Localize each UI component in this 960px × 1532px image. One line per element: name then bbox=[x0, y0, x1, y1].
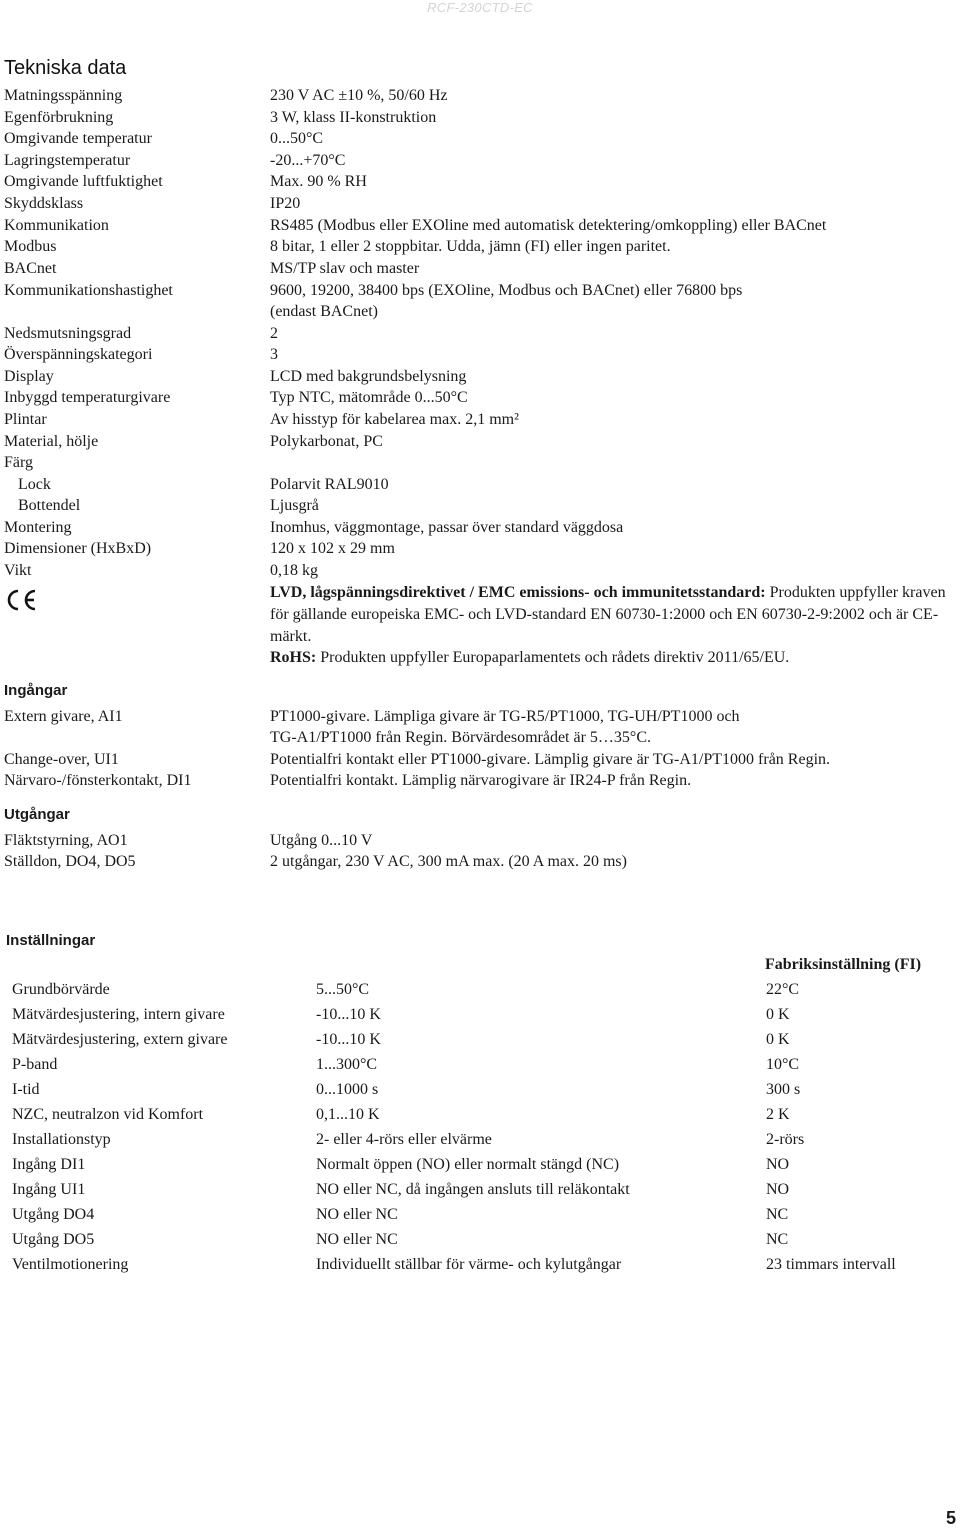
tech-value: Ljusgrå bbox=[270, 497, 319, 514]
tech-label: Modbus bbox=[4, 238, 57, 255]
tech-value: 2 bbox=[270, 325, 278, 342]
tech-label: Lock bbox=[18, 476, 51, 493]
setting-name: P-band bbox=[12, 1056, 58, 1073]
input-value: Potentialfri kontakt eller PT1000-givare. Lämplig givare är TG-A1/PT1000 från Regin. bbox=[270, 751, 831, 768]
output-value: 2 utgångar, 230 V AC, 300 mA max. (20 A max. 20 ms) bbox=[270, 853, 627, 870]
tech-value: 230 V AC ±10 %, 50/60 Hz bbox=[270, 87, 448, 104]
setting-range: 0...1000 s bbox=[316, 1081, 379, 1098]
setting-factory: 2-rörs bbox=[766, 1131, 805, 1148]
setting-factory: NO bbox=[766, 1156, 790, 1173]
setting-name: Mätvärdesjustering, intern givare bbox=[12, 1006, 225, 1023]
tech-label: Egenförbrukning bbox=[4, 109, 114, 126]
document-code: RCF-230CTD-EC bbox=[427, 0, 533, 15]
tech-value: Typ NTC, mätområde 0...50°C bbox=[270, 389, 468, 406]
tech-value: MS/TP slav och master bbox=[270, 260, 420, 277]
tech-label: Nedsmutsningsgrad bbox=[4, 325, 132, 342]
setting-range: Individuellt ställbar för värme- och kylutgångar bbox=[316, 1256, 622, 1273]
tech-value: 3 W, klass II-konstruktion bbox=[270, 109, 437, 126]
outputs-title: Utgångar bbox=[4, 806, 70, 823]
setting-factory: NC bbox=[766, 1231, 789, 1248]
tech-value: Max. 90 % RH bbox=[270, 173, 367, 190]
tech-label: Montering bbox=[4, 519, 72, 536]
ce-compliance-text bbox=[270, 582, 950, 648]
tech-label: Bottendel bbox=[18, 497, 81, 514]
tech-value: -20...+70°C bbox=[270, 152, 346, 169]
tech-value: 0,18 kg bbox=[270, 562, 318, 579]
setting-name: Installationstyp bbox=[12, 1131, 111, 1148]
setting-factory: NO bbox=[766, 1181, 790, 1198]
rohs-text bbox=[270, 647, 789, 669]
tech-value: 9600, 19200, 38400 bps (EXOline, Modbus och BACnet) eller 76800 bps bbox=[270, 282, 743, 299]
factory-setting-header: Fabriksinställning (FI) bbox=[765, 956, 922, 973]
tech-label: Display bbox=[4, 368, 54, 385]
tech-value: 0...50°C bbox=[270, 130, 324, 147]
tech-label: Överspänningskategori bbox=[4, 346, 153, 363]
setting-name: NZC, neutralzon vid Komfort bbox=[12, 1106, 204, 1123]
tech-label: Matningsspänning bbox=[4, 87, 123, 104]
tech-label: Lagringstemperatur bbox=[4, 152, 131, 169]
setting-name: I-tid bbox=[12, 1081, 40, 1098]
tech-value: Av hisstyp för kabelarea max. 2,1 mm² bbox=[270, 411, 519, 428]
setting-factory: NC bbox=[766, 1206, 789, 1223]
setting-name: Ingång UI1 bbox=[12, 1181, 86, 1198]
output-label: Ställdon, DO4, DO5 bbox=[4, 853, 136, 870]
setting-factory: 0 K bbox=[766, 1006, 790, 1023]
tech-value: 8 bitar, 1 eller 2 stoppbitar. Udda, jämn (FI) eller ingen paritet. bbox=[270, 238, 671, 255]
input-value: TG-A1/PT1000 från Regin. Börvärdesområdet är 5…35°C. bbox=[270, 729, 651, 746]
tech-label: Material, hölje bbox=[4, 433, 99, 450]
tech-value: Inomhus, väggmontage, passar över standard väggdosa bbox=[270, 519, 624, 536]
tech-value: Polykarbonat, PC bbox=[270, 433, 383, 450]
tech-value: RS485 (Modbus eller EXOline med automatisk detektering/omkoppling) eller BACnet bbox=[270, 217, 827, 234]
setting-range: -10...10 K bbox=[316, 1031, 381, 1048]
output-label: Fläktstyrning, AO1 bbox=[4, 832, 128, 849]
tech-label: Plintar bbox=[4, 411, 47, 428]
tech-value: IP20 bbox=[270, 195, 301, 212]
setting-name: Utgång DO4 bbox=[12, 1206, 95, 1223]
tech-label: Inbyggd temperaturgivare bbox=[4, 389, 171, 406]
setting-factory: 10°C bbox=[766, 1056, 800, 1073]
setting-range: 0,1...10 K bbox=[316, 1106, 380, 1123]
settings-title: Inställningar bbox=[6, 932, 96, 949]
tech-label: Vikt bbox=[4, 562, 32, 579]
tech-label: Dimensioner (HxBxD) bbox=[4, 540, 152, 557]
setting-range: -10...10 K bbox=[316, 1006, 381, 1023]
lvd-body: Produkten uppfyller kraven för gällande europeiska EMC- och LVD-standard EN 60730-1:2000 och EN 60730-2-9:2002 och är CE-märkt. bbox=[270, 584, 946, 645]
tech-value: (endast BACnet) bbox=[270, 303, 378, 320]
tech-value: Polarvit RAL9010 bbox=[270, 476, 389, 493]
setting-name: Ingång DI1 bbox=[12, 1156, 86, 1173]
setting-range: 5...50°C bbox=[316, 981, 370, 998]
page-number: 5 bbox=[945, 1508, 956, 1528]
setting-factory: 0 K bbox=[766, 1031, 790, 1048]
input-value: PT1000-givare. Lämpliga givare är TG-R5/PT1000, TG-UH/PT1000 och bbox=[270, 708, 740, 725]
setting-range: NO eller NC bbox=[316, 1206, 398, 1223]
output-value: Utgång 0...10 V bbox=[270, 832, 373, 849]
setting-factory: 23 timmars intervall bbox=[766, 1256, 896, 1273]
input-value: Potentialfri kontakt. Lämplig närvarogivare är IR24-P från Regin. bbox=[270, 772, 692, 789]
setting-name: Utgång DO5 bbox=[12, 1231, 95, 1248]
tech-label: Färg bbox=[4, 454, 34, 471]
rohs-heading: RoHS: bbox=[270, 649, 317, 666]
setting-name: Mätvärdesjustering, extern givare bbox=[12, 1031, 228, 1048]
input-label: Närvaro-/fönsterkontakt, DI1 bbox=[4, 772, 192, 789]
tech-value: 3 bbox=[270, 346, 278, 363]
ce-mark-icon bbox=[4, 588, 38, 612]
tech-value: LCD med bakgrundsbelysning bbox=[270, 368, 467, 385]
setting-factory: 22°C bbox=[766, 981, 800, 998]
lvd-heading: LVD, lågspänningsdirektivet / EMC emissions- och immunitetsstandard: bbox=[270, 584, 766, 601]
input-label: Extern givare, AI1 bbox=[4, 708, 123, 725]
setting-range: Normalt öppen (NO) eller normalt stängd (NC) bbox=[316, 1156, 620, 1173]
setting-range: NO eller NC bbox=[316, 1231, 398, 1248]
tech-label: BACnet bbox=[4, 260, 57, 277]
setting-factory: 300 s bbox=[766, 1081, 801, 1098]
tech-label: Kommunikationshastighet bbox=[4, 282, 173, 299]
inputs-title: Ingångar bbox=[4, 682, 68, 699]
tech-label: Kommunikation bbox=[4, 217, 109, 234]
setting-name: Grundbörvärde bbox=[12, 981, 110, 998]
setting-range: 2- eller 4-rörs eller elvärme bbox=[316, 1131, 492, 1148]
setting-name: Ventilmotionering bbox=[12, 1256, 129, 1273]
rohs-body: Produkten uppfyller Europaparlamentets och rådets direktiv 2011/65/EU. bbox=[316, 649, 790, 666]
setting-range: 1...300°C bbox=[316, 1056, 378, 1073]
input-label: Change-over, UI1 bbox=[4, 751, 119, 768]
tech-value: 120 x 102 x 29 mm bbox=[270, 540, 395, 557]
tech-label: Omgivande luftfuktighet bbox=[4, 173, 163, 190]
tech-data-title: Tekniska data bbox=[4, 57, 127, 79]
setting-range: NO eller NC, då ingången ansluts till reläkontakt bbox=[316, 1181, 630, 1198]
setting-factory: 2 K bbox=[766, 1106, 790, 1123]
tech-label: Skyddsklass bbox=[4, 195, 84, 212]
tech-label: Omgivande temperatur bbox=[4, 130, 152, 147]
